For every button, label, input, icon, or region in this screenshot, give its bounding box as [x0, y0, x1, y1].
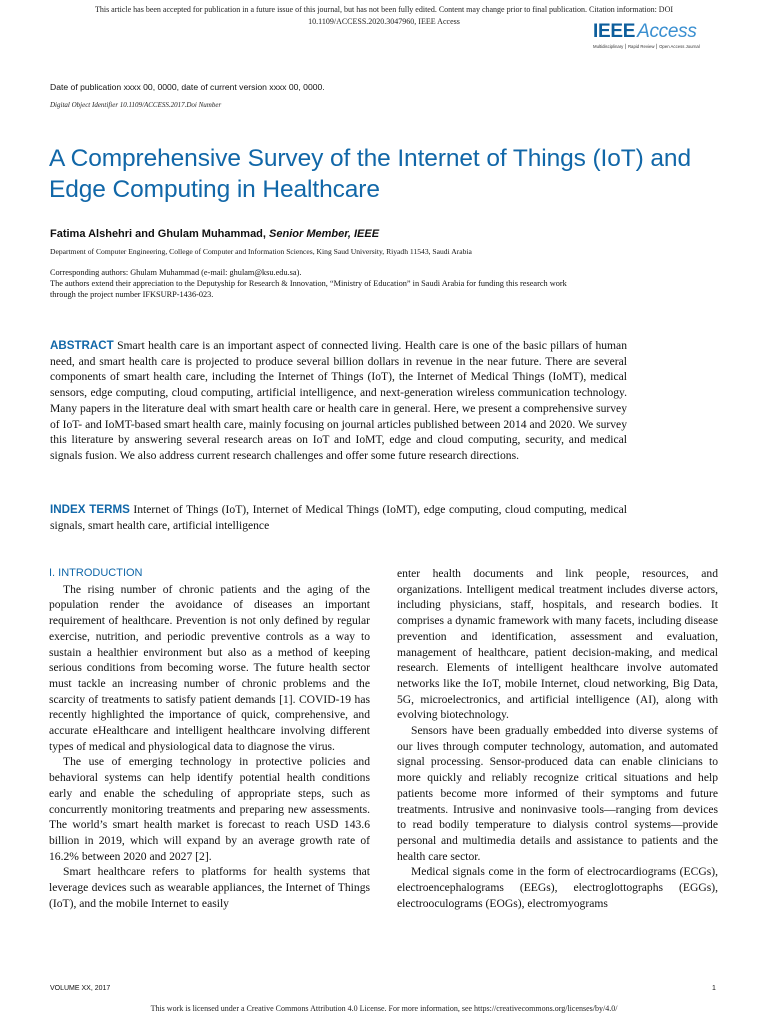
doi-line: Digital Object Identifier 10.1109/ACCESS.2017.Doi Number [50, 101, 222, 109]
author-membership: Senior Member, IEEE [269, 228, 380, 240]
footer-page-number: 1 [712, 985, 716, 992]
logo-ieee: IEEE [593, 21, 636, 42]
body-column-left [49, 566, 370, 911]
body-column-right [397, 566, 718, 911]
section-heading-introduction: I. INTRODUCTION [49, 567, 143, 579]
logo-wordmark [593, 22, 733, 42]
affiliation: Department of Computer Engineering, College of Computer and Information Sciences, King Saud University, Riyadh 11543, Saudi Arabia [50, 247, 472, 256]
paper-title: A Comprehensive Survey of the Internet of Things (IoT) and Edge Computing in Healthcare [49, 145, 691, 203]
index-terms [50, 502, 627, 533]
correspondence-line-3: through the project number IFKSURP-1436-023. [50, 290, 214, 299]
correspondence-line-1: Corresponding authors: Ghulam Muhammad (e-mail: ghulam@ksu.edu.sa). [50, 268, 302, 277]
abstract-text: Smart health care is an important aspect of connected living. Health care is one of the basic pillars of human need, and smart health care is projected to produce several billion dollars in revenue in the near future. There are several components of smart health care, including the Internet of Things (IoT), the Internet of Medical Things (IoMT), medical sensors, edge computing, cloud computing, artificial intelligence, and next-generation wireless communication technology. Many papers in the literature deal with smart health care or health care in general. Here, we present a comprehensive survey of IoT- and IoMT-based smart health care, mainly focusing on journal articles published between 2014 and 2020. We survey this literature by answering several research areas on IoT and IoMT, edge and cloud computing, security, and medical signals fusion. We also address current research challenges and offer some future research directions. [50, 339, 627, 462]
index-terms-text: Internet of Things (IoT), Internet of Medical Things (IoMT), edge computing, cloud computing, medical signals, smart health care, artificial intelligence [50, 503, 627, 532]
logo-tagline: Multidisciplinary ⎮ Rapid Review ⎮ Open Access Journal [593, 44, 700, 49]
logo-access: Access [637, 21, 697, 42]
ieee-access-logo [593, 22, 733, 62]
correspondence-block [50, 267, 730, 300]
index-terms-label: INDEX TERMS [50, 503, 130, 516]
intro-paragraph: The use of emerging technology in protective policies and behavioral systems can help identify potential health conditions early and enable the scheduling of appropriate steps, such as concurrently monitoring treatments and preparing new assessments. The world’s smart health market is forecast to reach USD 143.6 billion in 2019, which will expand by an average growth rate of 16.2% between 2020 and 2027 [2]. [49, 755, 370, 863]
intro-paragraph: enter health documents and link people, resources, and organizations. Intelligent medical treatment includes diverse actors, including physicians, staff, hospitals, and research bodies. It comprises a dynamic framework with many facets, including disease prevention and identification, assessment and evaluation, management of healthcare, patient decision-making, and medical research. Elements of intelligent healthcare involve automated networks like the IoT, mobile Internet, cloud networking, Big Data, 5G, microelectronics, and artificial intelligence (AI), along with evolving biotechnology. [397, 567, 718, 722]
notice-line-2: 10.1109/ACCESS.2020.3047960, IEEE Access [308, 17, 460, 26]
license-footer: This work is licensed under a Creative Commons Attribution 4.0 License. For more information, see https://creativecommons.org/licenses/by/4.0/ [150, 1004, 618, 1013]
footer-volume: VOLUME XX, 2017 [50, 985, 111, 992]
intro-paragraph: Smart healthcare refers to platforms for health systems that leverage devices such as wearable appliances, the Internet of Things (IoT), and the mobile Internet to easily [49, 865, 370, 910]
intro-paragraph: The rising number of chronic patients and the aging of the population render the avoidance of diseases an important requirement of healthcare. Prevention is not only defined by regular exercise, nutrition, and periodic preventive controls as a way to sustain a healthier environment but also as a method of keeping serious conditions from becoming worse. The future health sector must tackle an increasing number of chronic problems and the scarcity of treatments to satisfy patient demands [1]. COVID-19 has recently highlighted the importance of quick, comprehensive, and accurate eHealthcare and intelligent healthcare involving different types of medical and physiological data to diagnose the virus. [49, 582, 370, 753]
abstract [50, 338, 627, 464]
intro-paragraph: Medical signals come in the form of electrocardiograms (ECGs), electroencephalograms (EEGs), electroglottographs (EGGs), electrooculograms (EOGs), electromyograms [397, 865, 718, 910]
publication-date: Date of publication xxxx 00, 0000, date of current version xxxx 00, 0000. [50, 82, 325, 92]
notice-line-1: This article has been accepted for publication in a future issue of this journal, but has not been fully edited. Content may change prior to final publication. Citation information: DOI [94, 5, 674, 14]
author-line [50, 228, 379, 240]
intro-paragraph: Sensors have been gradually embedded into diverse systems of our lives through computer technology, automation, and automated signal processing. Sensor-produced data can enable clinicians to more quickly and reliably recognize critical situations and help patients become more informed of their symptoms and future treatments. Intrusive and noninvasive tools—ranging from devices to read bodily temperature to dialysis control systems—provide personal and multimedia details and assistance to patients and the health care sector. [397, 724, 718, 863]
abstract-label: ABSTRACT [50, 339, 114, 352]
correspondence-line-2: The authors extend their appreciation to the Deputyship for Research & Innovation, “Ministry of Education” in Saudi Arabia for funding this research work [50, 279, 567, 288]
author-names: Fatima Alshehri and Ghulam Muhammad, [50, 228, 266, 240]
